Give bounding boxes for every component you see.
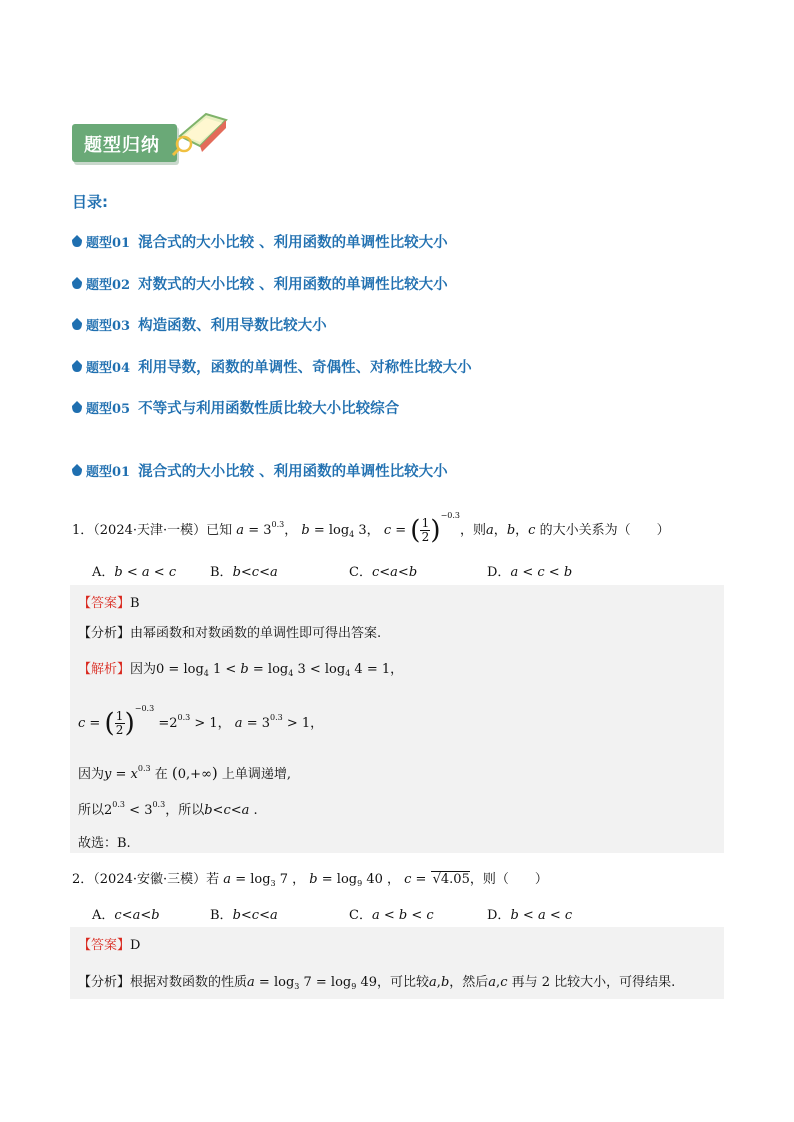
toc-item-05[interactable]: 题型05 不等式与利用函数性质比较大小比较综合 (72, 396, 399, 418)
formula-b: $b = \log_4 3$ (301, 523, 367, 539)
q1-option-b[interactable]: B．b<c<a (210, 565, 278, 580)
q2-option-a[interactable]: A．c<a<b (92, 908, 160, 923)
toc-item-02[interactable]: 题型02 对数式的大小比较 、利用函数的单调性比较大小 (72, 272, 448, 294)
q1-option-d[interactable]: D．a < c < b (487, 565, 573, 580)
q2-option-c[interactable]: C．a < b < c (349, 908, 434, 923)
question-2: 2．（2024·安徽·三模）若 $a = \log_3 7$ ， $b = \log_9 40$ ， c = √4.05，则（ ） (72, 872, 548, 888)
q2-option-d[interactable]: D．b < a < c (487, 908, 573, 923)
bullet-icon (72, 360, 82, 372)
q1-solution-line3: 因为$y = x^{0.3}$ 在 (0,+∞) 上单调递增, (78, 764, 292, 782)
q2-option-b[interactable]: B．b<c<a (210, 908, 278, 923)
section-badge (72, 124, 177, 162)
q1-solution-line1: 【解析】因为$0 = \log_4 1 < b = \log_4 3 < \log_4 4 = 1$， (78, 662, 404, 678)
formula-a: $a = 3^{0.3}$ (236, 520, 285, 538)
q1-analysis: 【分析】由幂函数和对数函数的单调性即可得出答案. (78, 626, 382, 641)
toc-item-03[interactable]: 题型03 构造函数、利用导数比较大小 (72, 313, 327, 335)
question-1: 1．（2024·天津·一模）已知 $a = 3^{0.3}$， $b = \log_4 3$， c = ( $\frac{1}{2}$ )$^{-0.3}$，则a，b，c 的大小关系为（ ） (72, 511, 670, 546)
q2-answer: 【答案】D (78, 938, 141, 953)
book-magnifier-icon (170, 106, 232, 158)
q2-analysis: 【分析】根据对数函数的性质$a = \log_3 7 = \log_9 49$，可比较a,b，然后a,c 再与 2 比较大小，可得结果. (78, 975, 676, 991)
q1-conclusion: 故选：B. (78, 836, 131, 851)
toc-title: 目录: (72, 193, 108, 211)
q1-answer: 【答案】B (78, 596, 140, 611)
bullet-icon (72, 318, 82, 330)
section-heading: 题型01 混合式的大小比较 、利用函数的单调性比较大小 (72, 459, 448, 481)
toc-item-01[interactable]: 题型01 混合式的大小比较 、利用函数的单调性比较大小 (72, 230, 448, 252)
toc-item-04[interactable]: 题型04 利用导数，函数的单调性、奇偶性、对称性比较大小 (72, 355, 472, 377)
badge-label: 题型归纳 (84, 135, 160, 156)
bullet-icon (72, 464, 82, 476)
bullet-icon (72, 235, 82, 247)
bullet-icon (72, 401, 82, 413)
bullet-icon (72, 277, 82, 289)
q1-option-c[interactable]: C．c<a<b (349, 565, 418, 580)
q1-solution-line2: c = ( $\frac{1}{2}$ )$^{-0.3} =2^{0.3} > 1$， $a = 3^{0.3} > 1$， (78, 704, 324, 739)
formula-c: c = ( $\frac{1}{2}$ )$^{-0.3}$ (383, 511, 461, 546)
q1-option-a[interactable]: A．b < a < c (92, 565, 177, 580)
q1-solution-line4: 所以$2^{0.3} < 3^{0.3}$，所以b<c<a . (78, 800, 258, 818)
